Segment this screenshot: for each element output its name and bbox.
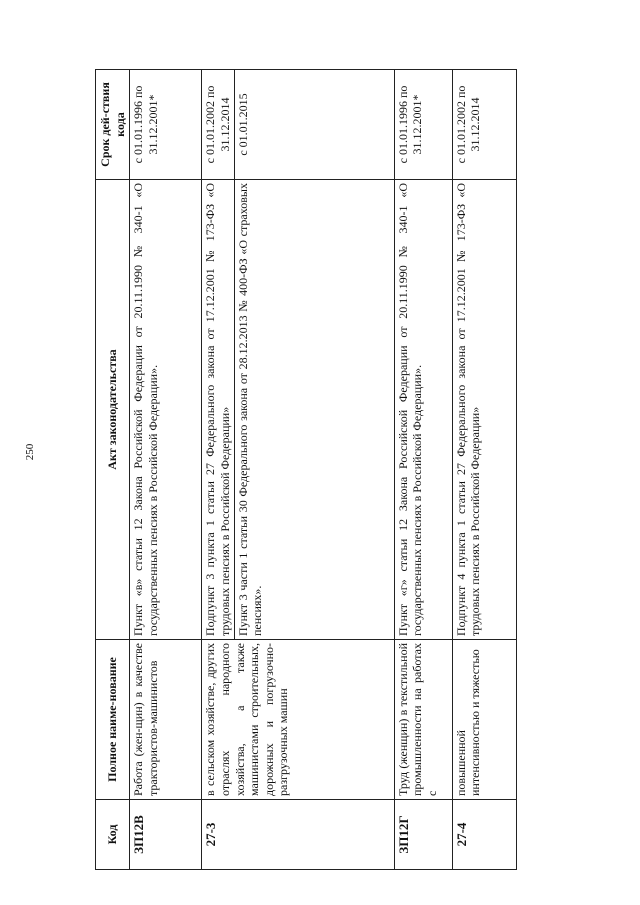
legislation-codes-table <box>95 69 517 870</box>
header-legislative-act: Акт законодательства <box>96 180 130 640</box>
page-number: 250 <box>24 443 36 461</box>
row-validity-period: с 01.01.2002 по 31.12.2014 <box>452 70 516 180</box>
row-validity-period: с 01.01.1996 по 31.12.2001* <box>394 70 452 180</box>
row-validity-period: с 01.01.2015 <box>234 70 394 180</box>
table-header-row <box>96 70 130 870</box>
row-full-name: Труд (женщин) в текстильной промышленности на работах с <box>394 640 452 800</box>
row-code: ЗП12Г <box>394 800 452 870</box>
table-row <box>452 70 516 870</box>
table-row <box>394 70 452 870</box>
header-validity-period: Срок дей-ствия кода <box>96 70 130 180</box>
row-code: ЗП12В <box>130 800 202 870</box>
table-row <box>202 70 234 870</box>
header-full-name: Полное наиме-нование <box>96 640 130 800</box>
row-legislative-act: Подпункт 3 пункта 1 статьи 27 Федерального закона от 17.12.2001 № 173-ФЗ «О трудовых пенсиях в Российской Федерации» <box>202 180 234 640</box>
row-code: 27-4 <box>452 800 516 870</box>
row-legislative-act: Пункт «г» статьи 12 Закона Российской Федерации от 20.11.1990 № 340-1 «О государственных пенсиях в Российской Федерации». <box>394 180 452 640</box>
table-row <box>130 70 202 870</box>
rotated-page-content <box>95 70 545 870</box>
row-validity-period: с 01.01.2002 по 31.12.2014 <box>202 70 234 180</box>
row-legislative-act: Подпункт 4 пункта 1 статьи 27 Федерального закона от 17.12.2001 № 173-ФЗ «О трудовых пенсиях в Российской Федерации» <box>452 180 516 640</box>
row-full-name: Работа (жен-щин) в качестве трактористов-машинистов <box>130 640 202 800</box>
header-code: Код <box>96 800 130 870</box>
row-legislative-act: Пункт 3 части 1 статьи 30 Федерального закона от 28.12.2013 № 400-ФЗ «О страховых пенсиях». <box>234 180 394 640</box>
row-code: 27-3 <box>202 800 394 870</box>
row-full-name: повышенной интенсивностью и тяжестью <box>452 640 516 800</box>
row-full-name: в сельском хозяйстве, других отраслях народного хозяйства, а также машинистами строительных, дорожных и погрузочно-разгрузочных машин <box>202 640 394 800</box>
row-validity-period: с 01.01.1996 по 31.12.2001* <box>130 70 202 180</box>
row-legislative-act: Пункт «в» статьи 12 Закона Российской Федерации от 20.11.1990 № 340-1 «О государственных пенсиях в Российской Федерации». <box>130 180 202 640</box>
